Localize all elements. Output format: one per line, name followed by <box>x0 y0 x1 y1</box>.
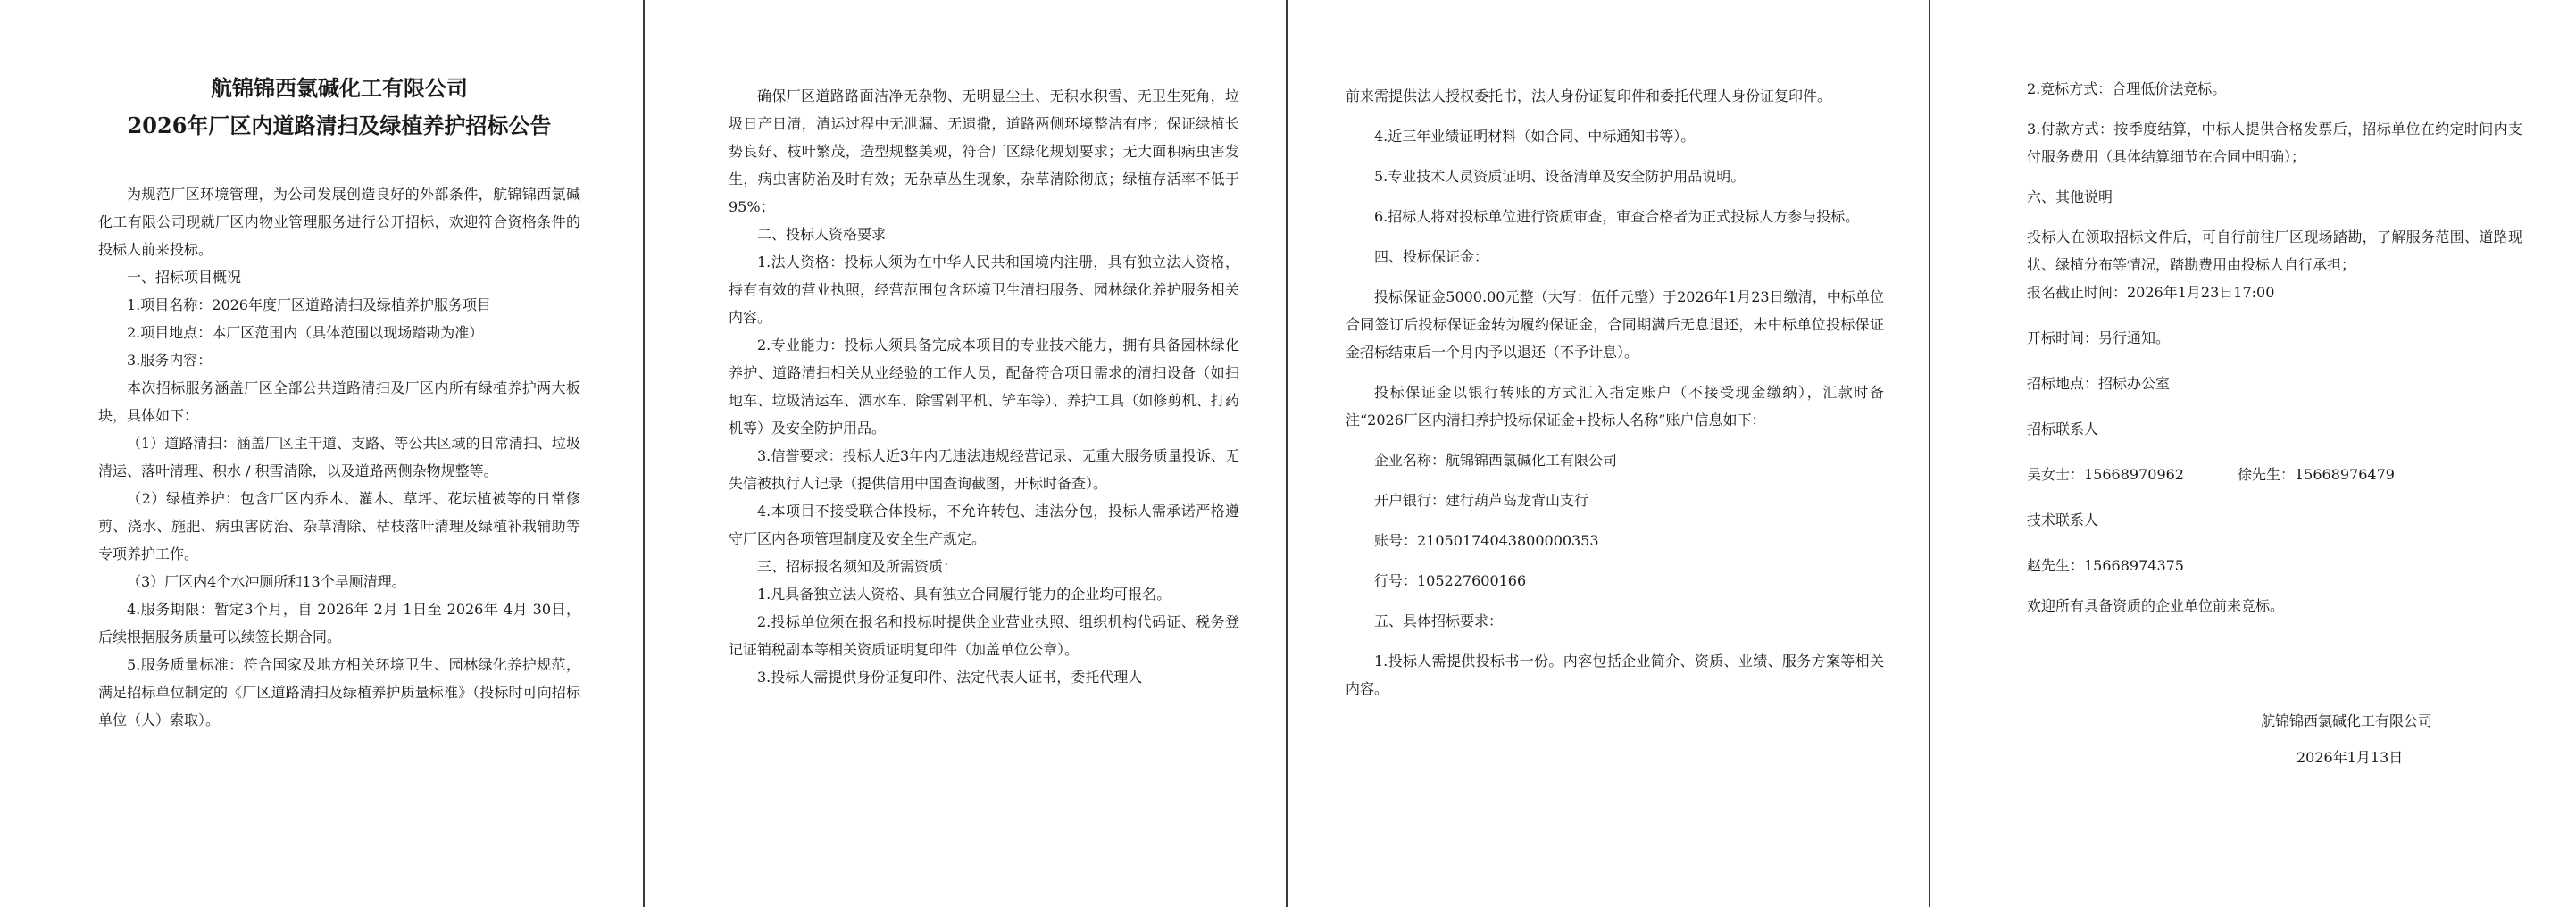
deposit-transfer: 投标保证金以银行转账的方式汇入指定账户（不接受现金缴纳），汇款时备注“2026厂区内清扫养护投标保证金+投标人名称”账户信息如下： <box>1346 384 1884 429</box>
page-2 <box>645 0 1286 907</box>
bid-opening-time: 开标时间：另行通知。 <box>2027 329 2171 346</box>
quality-standard-continued: 确保厂区道路路面洁净无杂物、无明显尘土、无积水积雪、无卫生死角，垃圾日产日清，清运过程中无泄漏、无遗撒，道路两侧环境整洁有序；保证绿植长势良好、枝叶繁茂，造型规整美观，符合厂区绿化规划要求；无大面积病虫害发生，病虫害防治及时有效；无杂草丛生现象，杂草清除彻底；绿植存活率不低于95%； <box>729 87 1239 215</box>
title-company: 航锦锦西氯碱化工有限公司 <box>211 75 468 101</box>
signature-date: 2026年1月13日 <box>2297 749 2404 766</box>
signature-company: 航锦锦西氯碱化工有限公司 <box>2261 712 2433 729</box>
qualification-review: 6.招标人将对投标单位进行资质审查，审查合格者为正式投标人方参与投标。 <box>1374 208 1860 225</box>
title-announcement: 2026年厂区内道路清扫及绿植养护招标公告 <box>127 112 552 138</box>
contact-xu: 徐先生：15668976479 <box>2237 466 2395 483</box>
identity-documents: 3.投标人需提供身份证复印件、法定代表人证书，委托代理人 <box>757 669 1143 686</box>
deposit-terms: 投标保证金5000.00元整（大写：伍仟元整）于2026年1月23日缴清，中标单位合同签订后投标保证金转为履约保证金，合同期满后无息退还，未中标单位投标保证金招标结束后一个月内予以退还（不予计息）。 <box>1346 288 1884 361</box>
project-name: 1.项目名称：2026年度厂区道路清扫及绿植养护服务项目 <box>127 296 491 313</box>
contact-wu: 吴女士：15668970962 <box>2027 466 2184 483</box>
professional-capability: 2.专业能力：投标人须具备完成本项目的专业技术能力，拥有具备园林绿化养护、道路清扫相关从业经验的工作人员，配备符合项目需求的清扫设备（如扫地车、垃圾清运车、洒水车、除雪剁平机、铲车等）、养护工具（如修剪机、打药机等）及安全防护用品。 <box>729 337 1239 437</box>
identity-documents-continued: 前来需提供法人授权委托书，法人身份证复印件和委托代理人身份证复印件。 <box>1346 87 1832 104</box>
technical-contact: 赵先生：15668974375 <box>2027 557 2184 574</box>
technical-contact-title: 技术联系人 <box>2027 512 2099 528</box>
welcome-note: 欢迎所有具备资质的企业单位前来竞标。 <box>2027 597 2285 614</box>
section-heading-1: 一、招标项目概况 <box>127 269 242 286</box>
toilet-cleaning-item: （3）厂区内4个水冲厕所和13个旱厕清理。 <box>127 573 406 590</box>
document-title <box>98 70 580 145</box>
greenery-care-item: （2）绿植养护：包含厂区内乔木、灌木、草坪、花坛植被等的日常修剪、浇水、施肥、病虫害防治、杂草清除、枯枝落叶清理及绿植补栽辅助等专项养护工作。 <box>98 490 580 562</box>
service-period: 4.服务期限：暂定3个月，自 2026年 2月 1日至 2026年 4月 30日，后续根据服务质量可以续签长期合同。 <box>98 601 580 645</box>
section-heading-3: 三、招标报名须知及所需资质： <box>757 558 958 575</box>
credit-requirement: 3.信誉要求：投标人近3年内无违法违规经营记录、无重大服务质量投诉、无失信被执行人记录（提供信用中国查询截图，开标时备查）。 <box>729 447 1239 492</box>
road-cleaning-item: （1）道路清扫：涵盖厂区主干道、支路、等公共区域的日常清扫、垃圾清运、落叶清理、积水 / 积雪清除，以及道路两侧杂物规整等。 <box>98 435 580 479</box>
bidding-contacts <box>2027 461 2522 488</box>
performance-proof: 4.近三年业绩证明材料（如合同、中标通知书等）。 <box>1374 128 1696 145</box>
account-bank: 开户银行：建行葫芦岛龙背山支行 <box>1374 492 1589 509</box>
section-heading-4: 四、投标保证金： <box>1374 248 1489 265</box>
legal-qualification: 1.法人资格：投标人须为在中华人民共和国境内注册，具有独立法人资格，持有有效的营业执照，经营范围包含环境卫生清扫服务、园林绿化养护服务相关内容。 <box>729 254 1239 326</box>
account-number: 账号：21050174043800000353 <box>1374 532 1599 549</box>
project-location: 2.项目地点：本厂区范围内（具体范围以现场踏勘为准） <box>127 324 484 341</box>
technical-staff-proof: 5.专业技术人员资质证明、设备清单及安全防护用品说明。 <box>1374 168 1746 185</box>
payment-method: 3.付款方式：按季度结算，中标人提供合格发票后，招标单位在约定时间内支付服务费用（具体结算细节在合同中明确）； <box>2027 121 2522 165</box>
service-content-label: 3.服务内容： <box>127 352 213 369</box>
quality-standard: 5.服务质量标准：符合国家及地方相关环境卫生、园林绿化养护规范，满足招标单位制定的《厂区道路清扫及绿植养护质量标准》（投标时可向招标单位（人）索取）。 <box>98 656 580 728</box>
site-visit-note: 投标人在领取招标文件后，可自行前往厂区现场踏勘，了解服务范围、道路现状、绿植分布等情况，踏勘费用由投标人自行承担； <box>2027 229 2522 273</box>
consortium-rule: 4.本项目不接受联合体投标，不允许转包、违法分包，投标人需承诺严格遵守厂区内各项管理制度及安全生产规定。 <box>729 503 1239 547</box>
page-1 <box>0 0 643 907</box>
registration-eligibility: 1.凡具备独立法人资格、具有独立合同履行能力的企业均可报名。 <box>757 586 1171 603</box>
section-heading-2: 二、投标人资格要求 <box>757 226 887 243</box>
bidding-method: 2.竞标方式：合理低价法竞标。 <box>2027 80 2227 97</box>
page-4 <box>1930 0 2576 907</box>
section-heading-6: 六、其他说明 <box>2027 188 2113 205</box>
bid-document-requirement: 1.投标人需提供投标书一份。内容包括企业简介、资质、业绩、服务方案等相关内容。 <box>1346 653 1884 697</box>
qualification-documents: 2.投标单位须在报名和投标时提供企业营业执照、组织机构代码证、税务登记证销税副本等相关资质证明复印件（加盖单位公章）。 <box>729 613 1239 658</box>
intro-paragraph: 为规范厂区环境管理，为公司发展创造良好的外部条件，航锦锦西氯碱化工有限公司现就厂区内物业管理服务进行公开招标，欢迎符合资格条件的投标人前来投标。 <box>98 186 580 258</box>
service-scope: 本次招标服务涵盖厂区全部公共道路清扫及厂区内所有绿植养护两大板块，具体如下： <box>98 379 580 424</box>
bidding-contact-title: 招标联系人 <box>2027 420 2099 437</box>
page-3 <box>1288 0 1929 907</box>
account-company: 企业名称：航锦锦西氯碱化工有限公司 <box>1374 452 1618 469</box>
bidding-location: 招标地点：招标办公室 <box>2027 375 2171 392</box>
bank-code: 行号：105227600166 <box>1374 572 1527 589</box>
registration-deadline: 报名截止时间：2026年1月23日17:00 <box>2027 284 2275 301</box>
section-heading-5: 五、具体招标要求： <box>1374 612 1504 629</box>
